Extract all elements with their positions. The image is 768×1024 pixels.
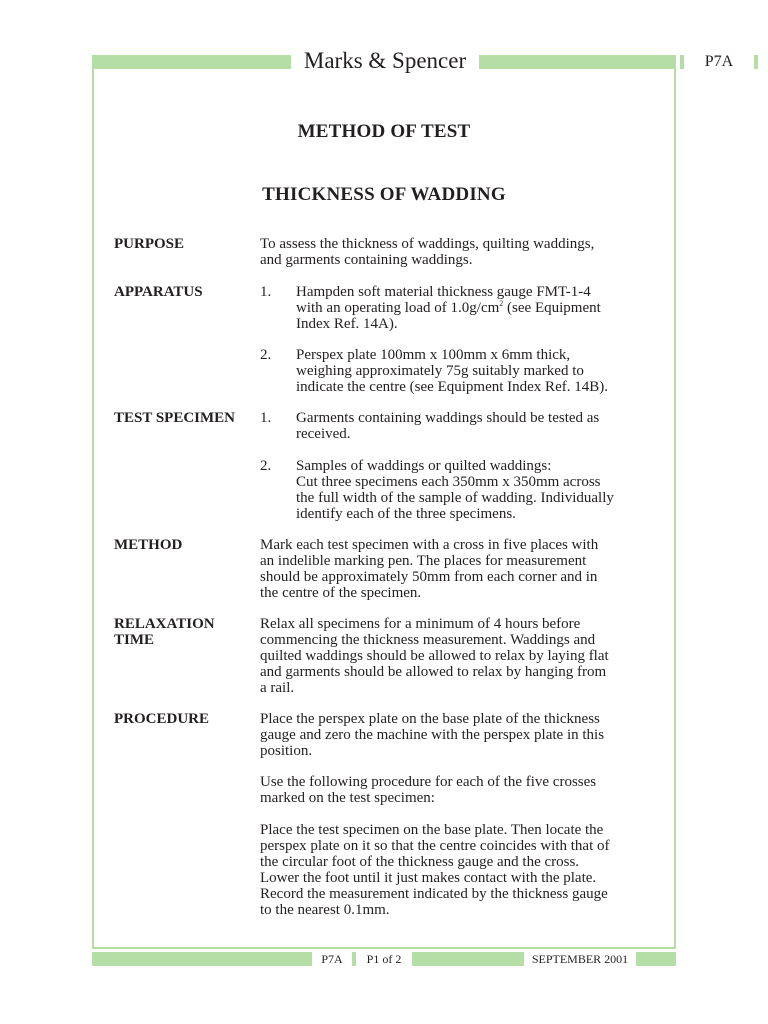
method-text: Mark each test specimen with a cross in five places with an indelible marking pen. The places for measurement should be approximately 50mm from each corner and in the centre of the specimen. bbox=[260, 537, 599, 601]
test-specimen-label: TEST SPECIMEN bbox=[114, 410, 236, 426]
method-title: METHOD OF TEST bbox=[297, 121, 471, 142]
footer-code: P7A bbox=[312, 952, 352, 966]
purpose-text: To assess the thickness of waddings, quilting waddings, and garments containing waddings. bbox=[260, 236, 595, 268]
apparatus-section bbox=[114, 284, 674, 399]
superscript-two: 2 bbox=[499, 299, 504, 308]
procedure-label: PROCEDURE bbox=[114, 711, 210, 727]
purpose-section bbox=[114, 236, 674, 270]
apparatus-label: APPARATUS bbox=[114, 284, 203, 300]
footer-date: SEPTEMBER 2001 bbox=[524, 952, 636, 966]
method-section bbox=[114, 537, 674, 603]
procedure-paragraph: Place the perspex plate on the base plate of the thickness gauge and zero the machine with the perspex plate in this position. bbox=[260, 711, 605, 759]
test-specimen-item-text: Samples of waddings or quilted waddings: Cut three specimens each 350mm x 350mm across the full width of the sample of wadding. Individually identify each of the three specimens. bbox=[296, 458, 614, 522]
apparatus-item-text-main: Hampden soft material thickness gauge FMT-1-4 with an operating load of 1.0g/cm bbox=[296, 284, 591, 316]
relaxation-section bbox=[114, 616, 674, 698]
procedure-paragraph: Place the test specimen on the base plate. Then locate the perspex plate on it so that the centre coincides with that of the circular foot of the thickness gauge and the cross. Lower the foot until it just makes contact with the plate. Record the measurement indicated by the thickness gauge to the nearest 0.1mm. bbox=[260, 822, 610, 918]
test-specimen-item-number: 1. bbox=[260, 410, 272, 426]
subject-title: THICKNESS OF WADDING bbox=[262, 184, 506, 205]
apparatus-item-text: Perspex plate 100mm x 100mm x 6mm thick, weighing approximately 75g suitably marked to indicate the centre (see Equipment Index Ref. 14B). bbox=[296, 347, 608, 395]
method-label: METHOD bbox=[114, 537, 183, 553]
apparatus-item-number: 2. bbox=[260, 347, 272, 363]
document-code: P7A bbox=[684, 50, 754, 74]
apparatus-item-number: 1. bbox=[260, 284, 272, 300]
relaxation-label: RELAXATION TIME bbox=[114, 616, 215, 648]
purpose-label: PURPOSE bbox=[114, 236, 185, 252]
footer-page: P1 of 2 bbox=[356, 952, 412, 966]
frame-bottom-line bbox=[92, 947, 676, 949]
procedure-paragraph: Use the following procedure for each of the five crosses marked on the test specimen: bbox=[260, 774, 597, 806]
company-name: Marks & Spencer bbox=[291, 46, 479, 76]
test-specimen-item-number: 2. bbox=[260, 458, 272, 474]
apparatus-item-text bbox=[296, 284, 666, 332]
test-specimen-section bbox=[114, 410, 674, 525]
relaxation-text: Relax all specimens for a minimum of 4 hours before commencing the thickness measurement. Waddings and quilted waddings should be allowed to relax by laying flat and garments should be allowed to relax by hanging from a rail. bbox=[260, 616, 609, 696]
test-specimen-item-text: Garments containing waddings should be tested as received. bbox=[296, 410, 600, 442]
procedure-section bbox=[114, 711, 674, 921]
apparatus-item-text-tail: (see Equipment Index Ref. 14A). bbox=[296, 300, 601, 332]
